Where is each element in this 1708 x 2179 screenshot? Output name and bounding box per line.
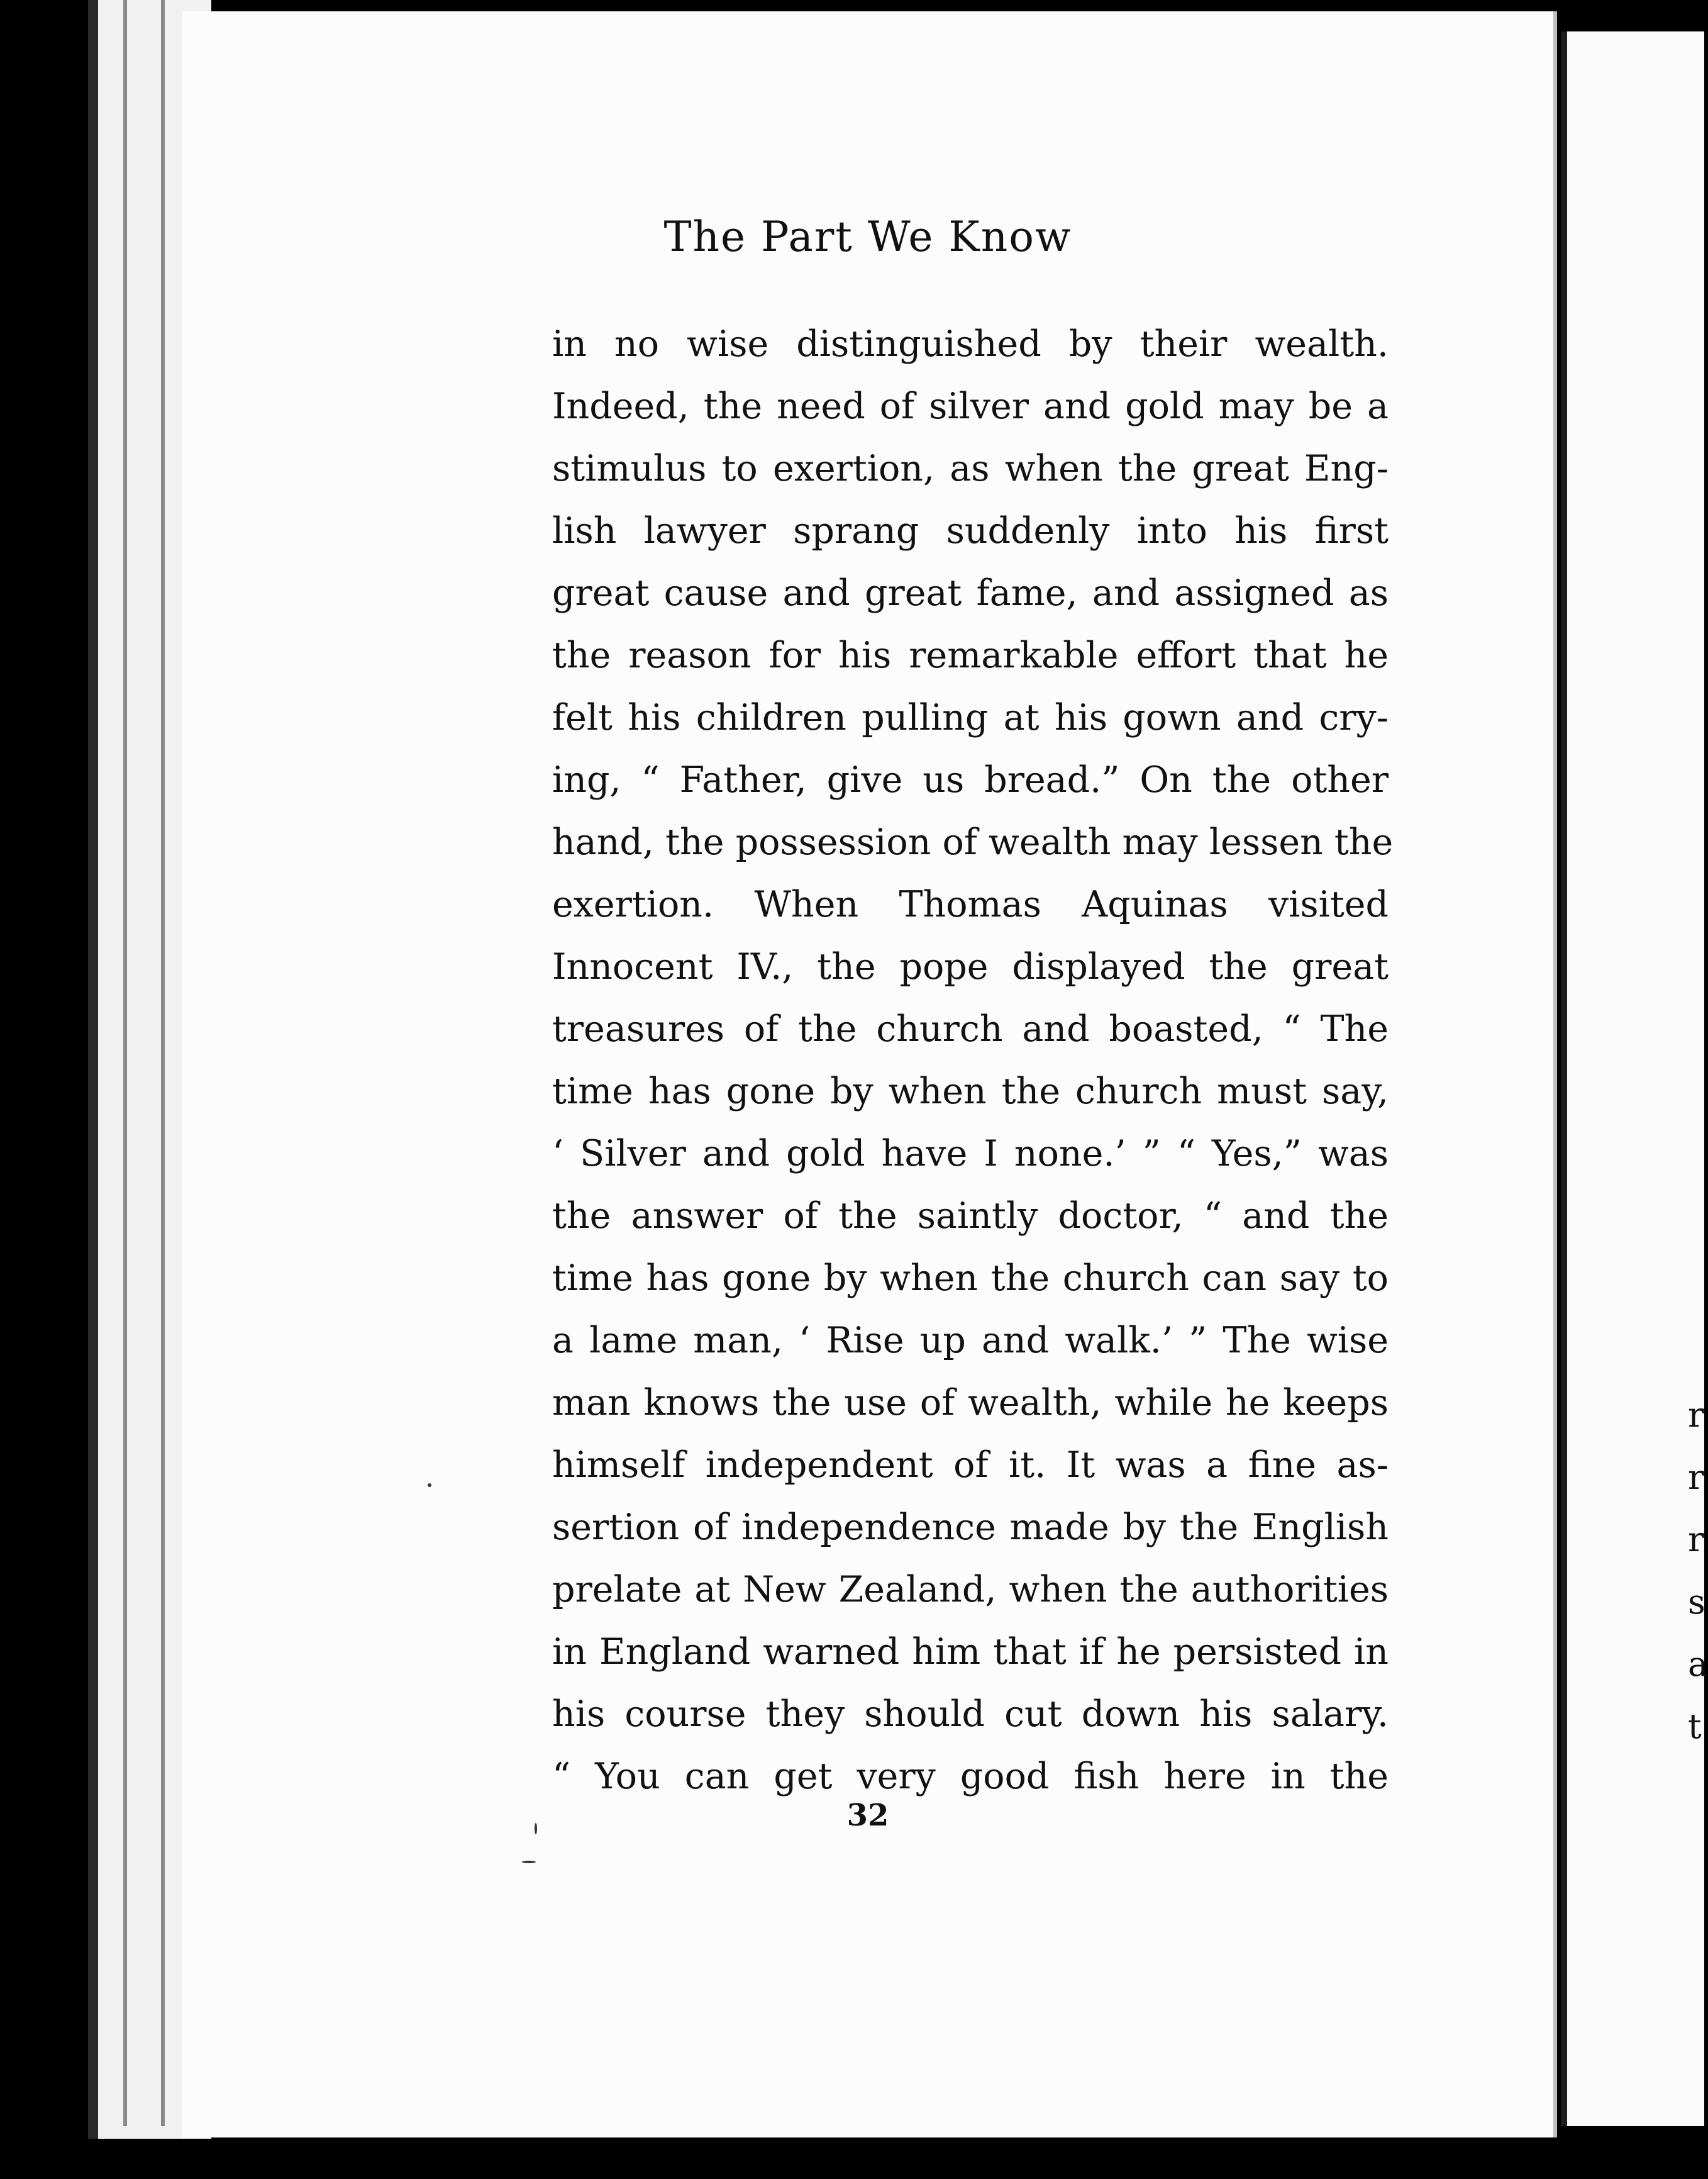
page-edge-line: [161, 0, 165, 2126]
text-line: exertion. When Thomas Aquinas visited: [552, 884, 1389, 925]
text-line: in England warned him that if he persisted in: [552, 1631, 1389, 1673]
page-edge-line: [123, 0, 127, 2126]
page-number: 32: [846, 1798, 889, 1833]
book-page: [182, 11, 1557, 2137]
facing-letter: r: [1688, 1457, 1704, 1497]
text-line: lish lawyer sprang suddenly into his first: [552, 510, 1389, 552]
text-line: Innocent IV., the pope displayed the great: [552, 946, 1389, 988]
text-line: time has gone by when the church must say,: [552, 1071, 1389, 1112]
text-line: prelate at New Zealand, when the authorities: [552, 1569, 1389, 1610]
facing-letter: s: [1688, 1582, 1705, 1622]
facing-page-edge: [1561, 31, 1708, 2126]
text-line: stimulus to exertion, as when the great Eng-: [552, 448, 1389, 489]
text-line: a lame man, ‘ Rise up and walk.’ ” The wise: [552, 1320, 1389, 1361]
facing-letter: r: [1688, 1395, 1704, 1435]
text-line: himself independent of it. It was a fine as-: [552, 1444, 1389, 1486]
running-head: The Part We Know: [663, 213, 1072, 261]
text-line: hand, the possession of wealth may lessen the: [552, 822, 1394, 863]
text-line: his course they should cut down his salary.: [552, 1693, 1389, 1735]
facing-letter: a: [1688, 1644, 1708, 1684]
scan-speck: [428, 1483, 431, 1487]
facing-page-letters: [1688, 1384, 1708, 1758]
facing-letter: t: [1688, 1707, 1702, 1746]
text-line: time has gone by when the church can say to: [552, 1257, 1389, 1299]
scan-speck: [535, 1823, 537, 1834]
text-line: man knows the use of wealth, while he keeps: [552, 1382, 1389, 1424]
text-line: ing, “ Father, give us bread.” On the other: [552, 759, 1389, 801]
text-line: in no wise distinguished by their wealth.: [552, 323, 1389, 365]
text-line: sertion of independence made by the English: [552, 1507, 1389, 1548]
text-line: treasures of the church and boasted, “ The: [552, 1008, 1389, 1050]
text-line: ‘ Silver and gold have I none.’ ” “ Yes,” was: [552, 1133, 1389, 1174]
text-line: felt his children pulling at his gown and cry-: [552, 697, 1389, 738]
body-text: [552, 313, 1394, 1808]
text-line: “ You can get very good fish here in the: [552, 1756, 1389, 1797]
text-line: the reason for his remarkable effort that he: [552, 635, 1389, 676]
text-line: Indeed, the need of silver and gold may be a: [552, 386, 1389, 427]
facing-letter: r: [1688, 1520, 1704, 1559]
text-line: the answer of the saintly doctor, “ and the: [552, 1195, 1389, 1237]
text-line: great cause and great fame, and assigned as: [552, 572, 1389, 614]
scan-speck: [522, 1861, 536, 1863]
